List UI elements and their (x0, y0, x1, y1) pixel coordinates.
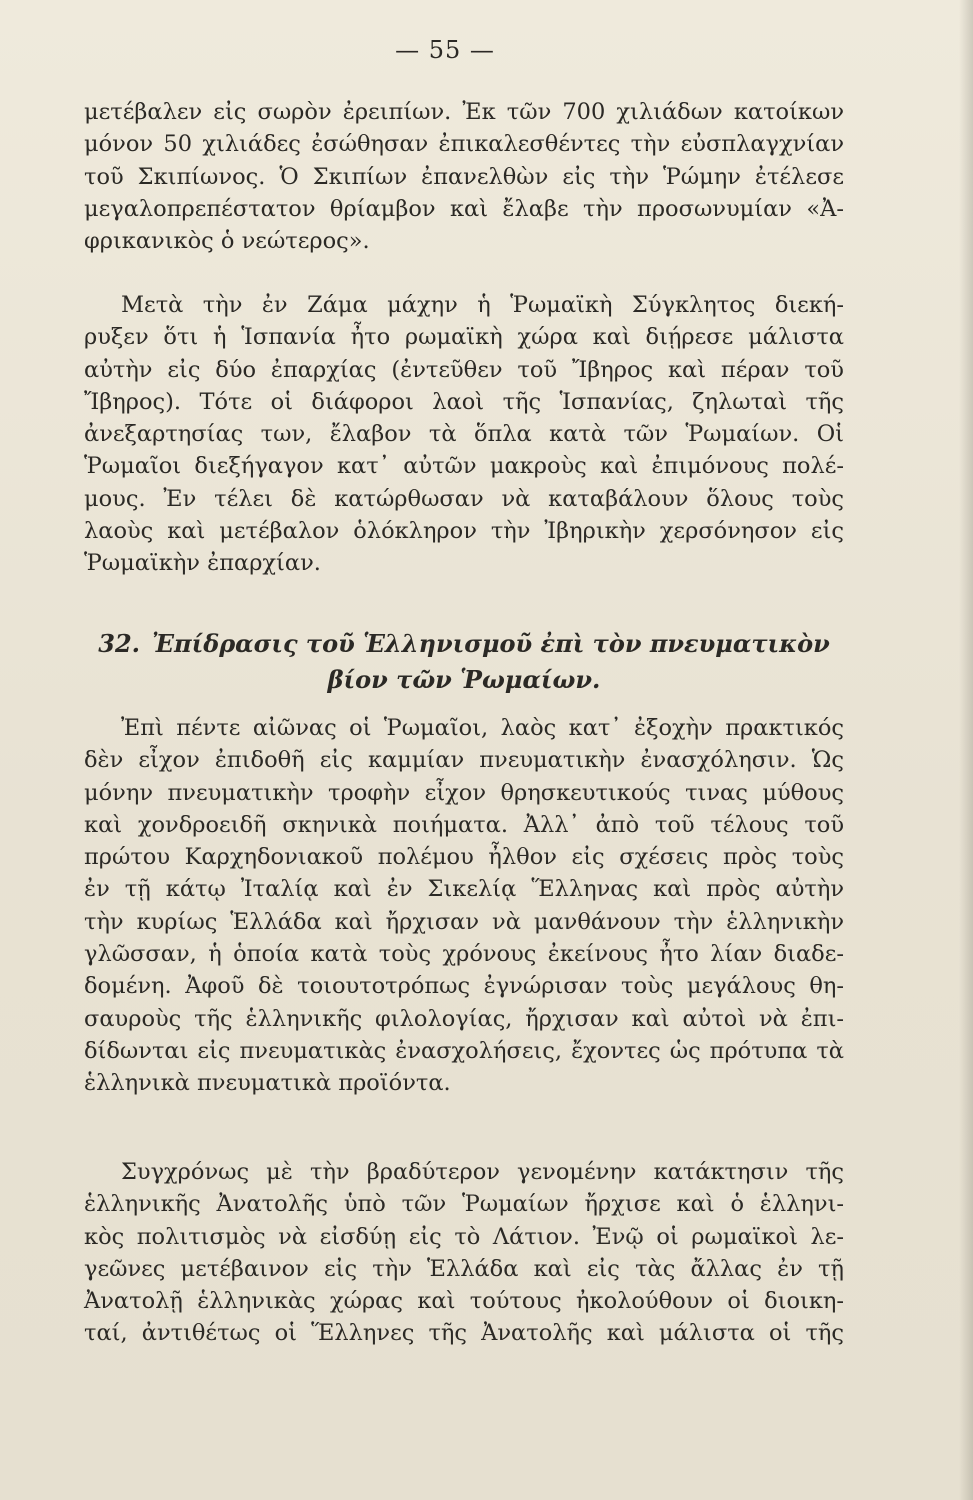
section-heading-line1 (84, 626, 844, 662)
page-edge-shadow (959, 0, 973, 1500)
section-heading (84, 626, 844, 698)
paragraph-civilization (84, 1156, 844, 1350)
text-line: σαυροὺς τῆς ἑλληνικῆς φιλολογίας, ἤρχισαν καὶ αὐτοὶ νὰ ἐπι- (84, 1005, 844, 1032)
text-line: Ἴβηρος). Τότε οἱ διάφοροι λαοὶ τῆς Ἱσπανίας, ζηλωταὶ τῆς (84, 388, 844, 415)
text-line: ἀνεξαρτησίας των, ἔλαβον τὰ ὅπλα κατὰ τῶν Ῥωμαίων. Οἱ (84, 421, 844, 448)
text-line: Συγχρόνως μὲ τὴν βραδύτερον γενομένην κατάκτησιν τῆς (121, 1159, 844, 1185)
text-line: μόνον 50 χιλιάδες ἐσώθησαν ἐπικαλεσθέντες τὴν εὐσπλαγχνίαν (84, 131, 844, 158)
text-line: κὸς πολιτισμὸς νὰ εἰσδύῃ εἰς τὸ Λάτιον. Ἐνῷ οἱ ρωμαϊκοὶ λε- (84, 1223, 844, 1250)
text-line: Ῥωμαϊκὴν ἐπαρχίαν. (84, 550, 321, 577)
text-line: ἑλληνικῆς Ἀνατολῆς ὑπὸ τῶν Ῥωμαίων ἤρχισε καὶ ὁ ἑλληνι- (84, 1191, 844, 1218)
page-number: — 55 — (395, 36, 495, 64)
section-title-part1: Ἐπίδρασις τοῦ Ἑλληνισμοῦ ἐπὶ τὸν πνευματικὸν (152, 629, 830, 658)
text-line: πρώτου Καρχηδονιακοῦ πολέμου ἦλθον εἰς σχέσεις πρὸς τοὺς (84, 844, 844, 871)
text-line: γλῶσσαν, ἡ ὁποία κατὰ τοὺς χρόνους ἐκείνους ἦτο λίαν διαδε- (84, 941, 844, 968)
text-line: λαοὺς καὶ μετέβαλον ὁλόκληρον τὴν Ἰβηρικὴν χερσόνησον εἰς (84, 518, 844, 545)
text-line: γεῶνες μετέβαινον εἰς τὴν Ἑλλάδα καὶ εἰς τὰς ἄλλας ἐν τῇ (84, 1255, 844, 1282)
paragraph-continuation (84, 96, 844, 257)
text-line: ταί, ἀντιθέτως οἱ Ἕλληνες τῆς Ἀνατολῆς καὶ μάλιστα οἱ τῆς (84, 1320, 844, 1347)
text-line: δίδωνται εἰς πνευματικὰς ἐνασχολήσεις, ἔχοντες ὡς πρότυπα τὰ (84, 1037, 844, 1064)
text-line: μετέβαλεν εἰς σωρὸν ἐρειπίων. Ἐκ τῶν 700 χιλιάδων κατοίκων (84, 99, 844, 125)
paragraph-hellenism (84, 712, 844, 1100)
text-line: τοῦ Σκιπίωνος. Ὁ Σκιπίων ἐπανελθὼν εἰς τὴν Ῥώμην ἐτέλεσε (84, 163, 844, 190)
text-line: αὐτὴν εἰς δύο ἐπαρχίας (ἐντεῦθεν τοῦ Ἴβηρος καὶ πέραν τοῦ (84, 356, 844, 383)
text-line: Μετὰ τὴν ἐν Ζάμα μάχην ἡ Ῥωμαϊκὴ Σύγκλητος διεκή- (121, 292, 844, 318)
text-line: φρικανικὸς ὁ νεώτερος». (84, 228, 370, 255)
text-line: Ἐπὶ πέντε αἰῶνας οἱ Ῥωμαῖοι, λαὸς κατ᾽ ἐξοχὴν πρακτικός (121, 715, 844, 741)
section-number: 32. (98, 629, 141, 658)
text-line: Ἀνατολῇ ἑλληνικὰς χώρας καὶ τούτους ἠκολούθουν οἱ διοικη- (84, 1288, 844, 1315)
text-line: Ῥωμαῖοι διεξήγαγον κατ᾽ αὐτῶν μακροὺς καὶ ἐπιμόνους πολέ- (84, 453, 844, 480)
text-line: τὴν κυρίως Ἑλλάδα καὶ ἤρχισαν νὰ μανθάνουν τὴν ἑλληνικὴν (84, 908, 844, 935)
text-line: ρυξεν ὅτι ἡ Ἱσπανία ἦτο ρωμαϊκὴ χώρα καὶ διῄρεσε μάλιστα (84, 324, 844, 351)
text-line: ἑλληνικὰ πνευματικὰ προϊόντα. (84, 1070, 451, 1097)
text-line: δομένη. Ἀφοῦ δὲ τοιουτοτρόπως ἐγνώρισαν τοὺς μεγάλους θη- (84, 973, 844, 1000)
text-line: δὲν εἶχον ἐπιδοθῆ εἰς καμμίαν πνευματικὴν ἐνασχόλησιν. Ὡς (84, 747, 844, 774)
text-line: μους. Ἐν τέλει δὲ κατώρθωσαν νὰ καταβάλουν ὅλους τοὺς (84, 485, 844, 512)
text-line: μεγαλοπρεπέστατον θρίαμβον καὶ ἔλαβε τὴν προσωνυμίαν «Ἀ- (84, 195, 844, 222)
text-line: ἐν τῇ κάτῳ Ἰταλίᾳ καὶ ἐν Σικελίᾳ Ἕλληνας καὶ πρὸς αὐτὴν (84, 876, 844, 903)
paragraph-spain (84, 289, 844, 580)
text-line: μόνην πνευματικὴν τροφὴν εἶχον θρησκευτικούς τινας μύθους (84, 779, 844, 806)
text-line: καὶ χονδροειδῆ σκηνικὰ ποιήματα. Ἀλλ᾽ ἀπὸ τοῦ τέλους τοῦ (84, 811, 844, 838)
section-title-part2: βίον τῶν Ῥωμαίων. (327, 665, 601, 694)
